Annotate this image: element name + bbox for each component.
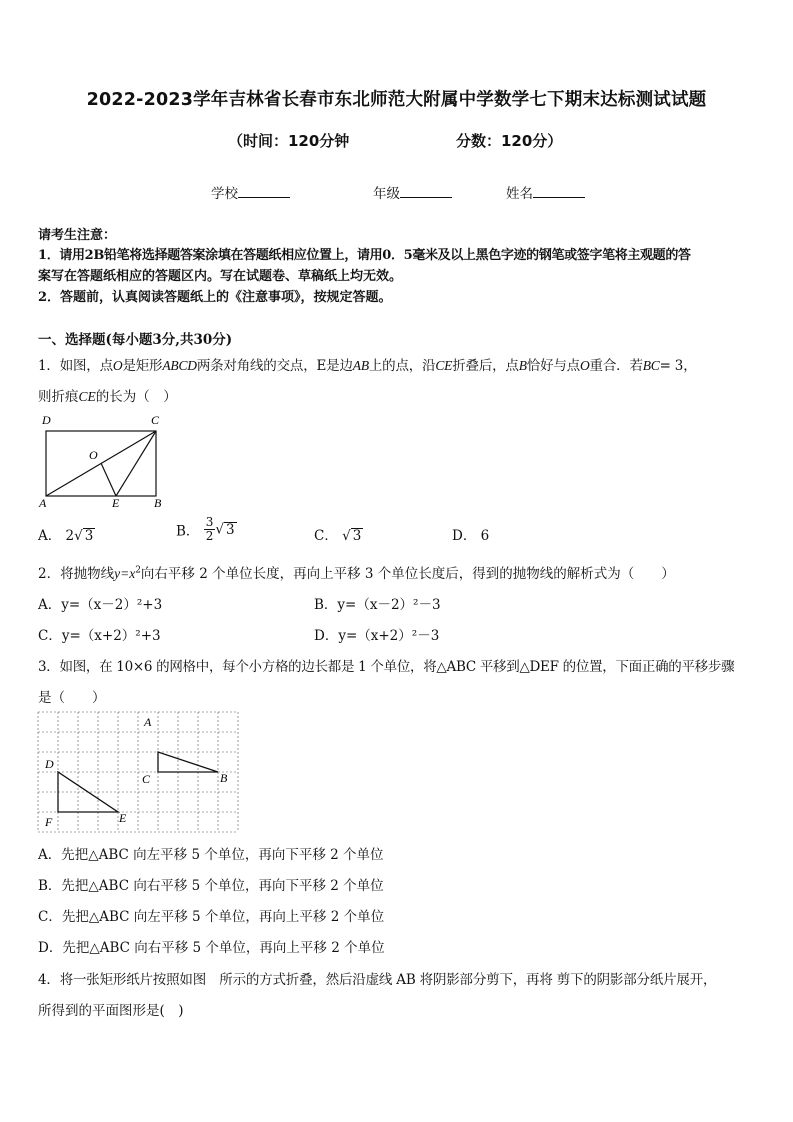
option-value: 6 [480,528,490,544]
q2-option-d[interactable]: D．y=（x+2）²－3 [314,628,440,644]
q1-math: AB [352,358,369,373]
option-radicand: 3 [225,522,235,538]
label-a: A [39,496,47,510]
q1-math: BC [642,358,660,373]
q4-line-2: 所得到的平面图形是( ) [38,1003,184,1019]
grade-field [373,182,452,202]
q1-line-2 [38,385,177,405]
label-c: C [142,772,151,786]
label-a: A [144,715,152,729]
q1-text: 恰好与点 [526,358,580,374]
q1-text: = 3， [659,358,697,374]
q2-option-b[interactable]: B．y=（x－2）²－3 [314,597,441,613]
fraction-numerator: 3 [205,515,214,529]
option-label: A． [38,528,62,544]
q4-line-1: 4．将一张矩形纸片按照如图 所示的方式折叠，然后沿虚线 AB 将阴影部分剪下，再将 剪下的阴影部分纸片展开， [38,972,717,988]
q1-math: CE [78,389,96,404]
label-b: B [154,496,162,510]
name-label: 姓名 [506,186,533,202]
fraction-denominator: 2 [205,529,214,543]
q2-math: y=x [114,566,136,581]
label-d: D [45,757,54,771]
q1-text: 上的点，沿 [368,358,436,374]
q1-text: 的长为（ ） [95,389,177,405]
q3-option-b[interactable]: B．先把△ABC 向右平移 5 个单位，再向下平移 2 个单位 [38,878,384,894]
section-heading: 一、选择题(每小题3分,共30分) [38,332,233,348]
notice-line-3: 2．答题前，认真阅读答题纸上的《注意事项》，按规定答题。 [38,290,392,305]
school-blank[interactable] [238,185,290,198]
label-e: E [119,811,127,825]
option-value: 2 [65,528,75,544]
q1-math: ABCD [162,358,197,373]
segment-oe [101,463,116,496]
q1-line-1 [38,354,697,374]
notice-line-1: 1．请用2B铅笔将选择题答案涂填在答题纸相应位置上，请用0．5毫米及以上黑色字迹的钢笔或签字笔将主观题的答 [38,248,691,263]
option-label: C． [314,528,338,544]
fraction [204,516,216,543]
exam-time: （时间：120分钟 [228,132,350,150]
q1-option-d[interactable] [452,524,489,544]
name-blank[interactable] [533,185,585,198]
q3-grid-figure [36,710,242,834]
q3-option-c[interactable]: C．先把△ABC 向左平移 5 个单位，再向上平移 2 个单位 [38,909,385,925]
q1-math: CE [435,358,453,373]
grade-label: 年级 [373,186,400,202]
q3-line-1: 3．如图，在 10×6 的网格中，每个小方格的边长都是 1 个单位，将△ABC 平移到△DEF 的位置，下面正确的平移步骤 [38,659,735,675]
q1-text: 是矩形 [122,358,163,374]
q1-text: 两条对角线的交点，E是边 [196,358,353,374]
q2-text: 2．将抛物线 [38,566,115,582]
q2-text: 向右平移 2 个单位长度，再向上平移 3 个单位长度后，得到的抛物线的解析式为（ ） [140,566,675,582]
option-radicand: 3 [352,528,362,544]
q1-option-a[interactable]: A． 2√ 3 [38,528,94,544]
grade-blank[interactable] [400,185,452,198]
q2-stem [38,562,675,582]
label-e: E [112,496,120,510]
name-field [506,182,585,202]
crease-ce [116,431,156,496]
label-b: B [220,771,228,785]
q1-math: B [518,358,527,373]
option-radicand: 3 [84,528,94,544]
q2-option-c[interactable]: C．y=（x+2）²+3 [38,628,161,644]
q2-sup: 2 [135,565,141,576]
label-o: O [89,448,98,462]
q1-text: 折叠后，点 [452,358,519,374]
q3-option-d[interactable]: D．先把△ABC 向右平移 5 个单位，再向上平移 2 个单位 [38,940,385,956]
q3-line-2: 是（ ） [38,690,106,706]
q2-option-a[interactable]: A．y=（x－2）²+3 [38,597,163,613]
q1-figure [36,410,170,510]
page-title: 2022-2023学年吉林省长春市东北师范大附属中学数学七下期末达标测试试题 [86,90,707,110]
option-label: D． [452,528,477,544]
q1-option-b[interactable]: B． $\frac{3}{2}$ √ 3 [176,515,235,543]
exam-score: 分数：120分） [456,132,563,150]
q3-option-a[interactable]: A．先把△ABC 向左平移 5 个单位，再向下平移 2 个单位 [38,847,384,863]
q1-math: O [112,358,123,373]
label-d: D [42,413,51,427]
option-label: B． [176,523,200,540]
school-field [211,182,290,202]
q1-option-c[interactable]: C． √ 3 [314,528,362,544]
q1-text: 重合．若 [589,358,643,374]
school-label: 学校 [211,186,238,202]
q1-math: O [579,358,590,373]
label-c: C [151,413,160,427]
notice-line-2: 案写在答题纸相应的答题区内。写在试题卷、草稿纸上均无效。 [38,269,403,284]
label-f: F [45,815,53,829]
notice-heading: 请考生注意： [38,228,117,243]
triangle-abc [158,752,218,772]
q1-text: 则折痕 [38,389,79,405]
q1-text: 1．如图，点 [38,358,113,374]
